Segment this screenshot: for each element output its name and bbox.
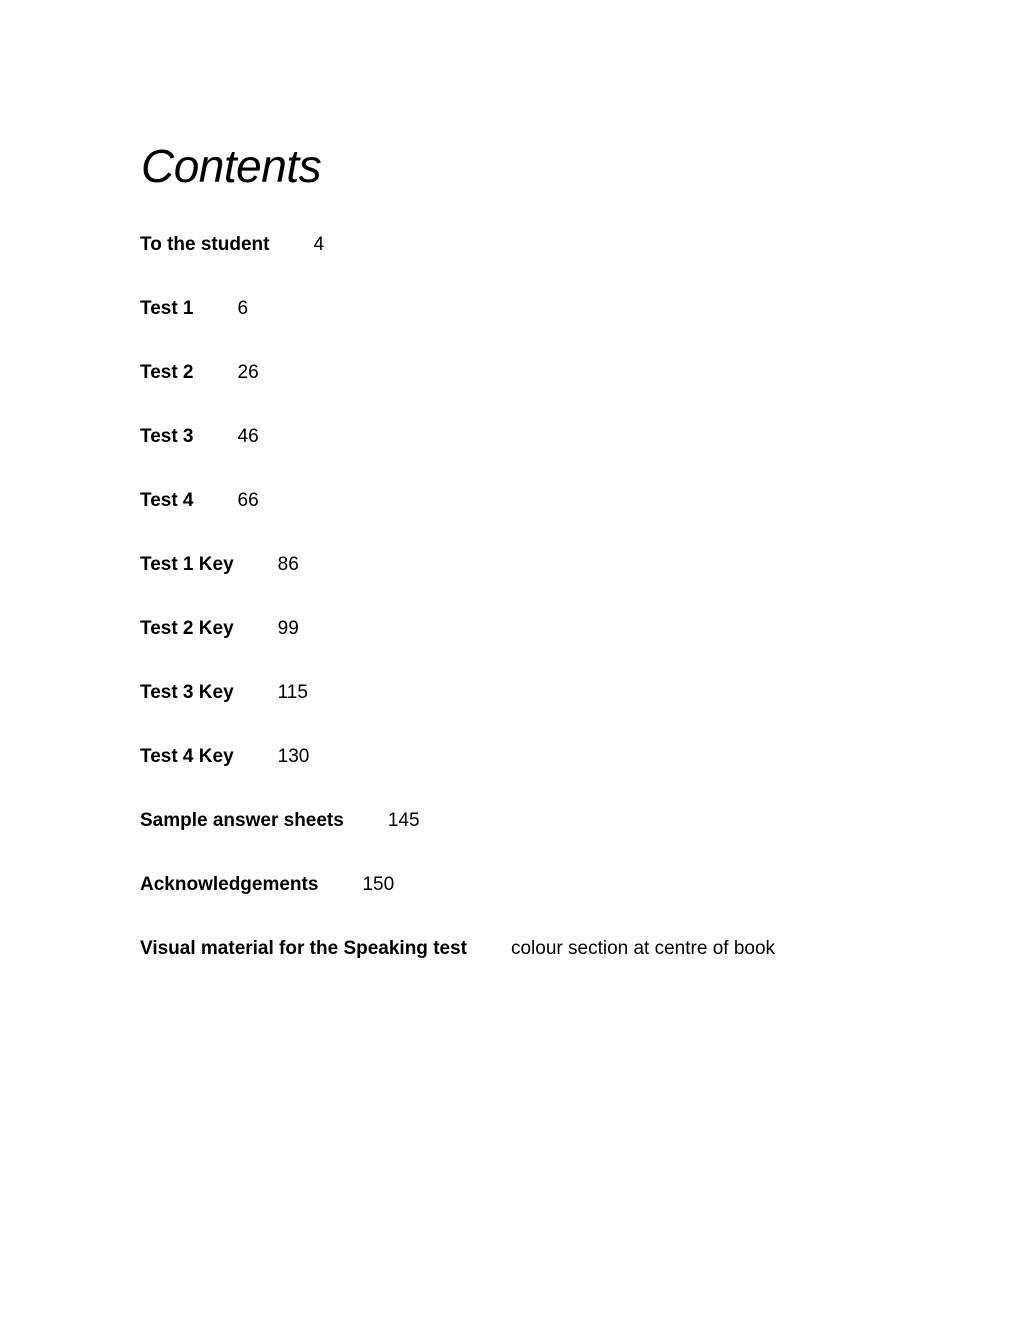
page-title: Contents bbox=[141, 140, 322, 192]
toc-entry-page: 6 bbox=[237, 298, 249, 319]
toc-entry-label: Acknowledgements bbox=[140, 874, 319, 895]
toc-entry bbox=[140, 936, 775, 1000]
toc-entry-label: Test 3 bbox=[140, 426, 194, 447]
toc-entry-page: 145 bbox=[387, 810, 420, 831]
toc-entry-page: 26 bbox=[237, 362, 259, 383]
toc-entry-page: 4 bbox=[313, 234, 325, 255]
toc-entry-page: 99 bbox=[277, 618, 299, 639]
toc-entry-label: Test 4 Key bbox=[140, 746, 234, 767]
toc-entry bbox=[140, 616, 775, 680]
toc-entry-page: 130 bbox=[277, 746, 310, 767]
toc-entry-label: Test 4 bbox=[140, 490, 194, 511]
toc-entry bbox=[140, 680, 775, 744]
toc-entry-page: 46 bbox=[237, 426, 259, 447]
toc-entry bbox=[140, 872, 775, 936]
toc-entry-label: Test 1 Key bbox=[140, 554, 234, 575]
toc-entry-page: colour section at centre of book bbox=[510, 938, 776, 959]
toc-entry-label: Sample answer sheets bbox=[140, 810, 344, 831]
toc-entry-page: 150 bbox=[362, 874, 395, 895]
toc-entry-label: Test 3 Key bbox=[140, 682, 234, 703]
toc-entry-page: 86 bbox=[277, 554, 299, 575]
toc-entry bbox=[140, 296, 775, 360]
toc-entry bbox=[140, 424, 775, 488]
toc-entry bbox=[140, 360, 775, 424]
toc-entry bbox=[140, 232, 775, 296]
toc-entry-page: 66 bbox=[237, 490, 259, 511]
toc-entry bbox=[140, 808, 775, 872]
toc-entry-label: Test 2 Key bbox=[140, 618, 234, 639]
table-of-contents bbox=[140, 232, 775, 1000]
toc-entry bbox=[140, 488, 775, 552]
toc-entry-label: Visual material for the Speaking test bbox=[140, 938, 467, 959]
toc-entry-label: Test 1 bbox=[140, 298, 194, 319]
toc-entry-label: To the student bbox=[140, 234, 270, 255]
toc-entry-label: Test 2 bbox=[140, 362, 194, 383]
toc-entry bbox=[140, 552, 775, 616]
toc-entry-page: 115 bbox=[277, 682, 308, 703]
toc-entry bbox=[140, 744, 775, 808]
